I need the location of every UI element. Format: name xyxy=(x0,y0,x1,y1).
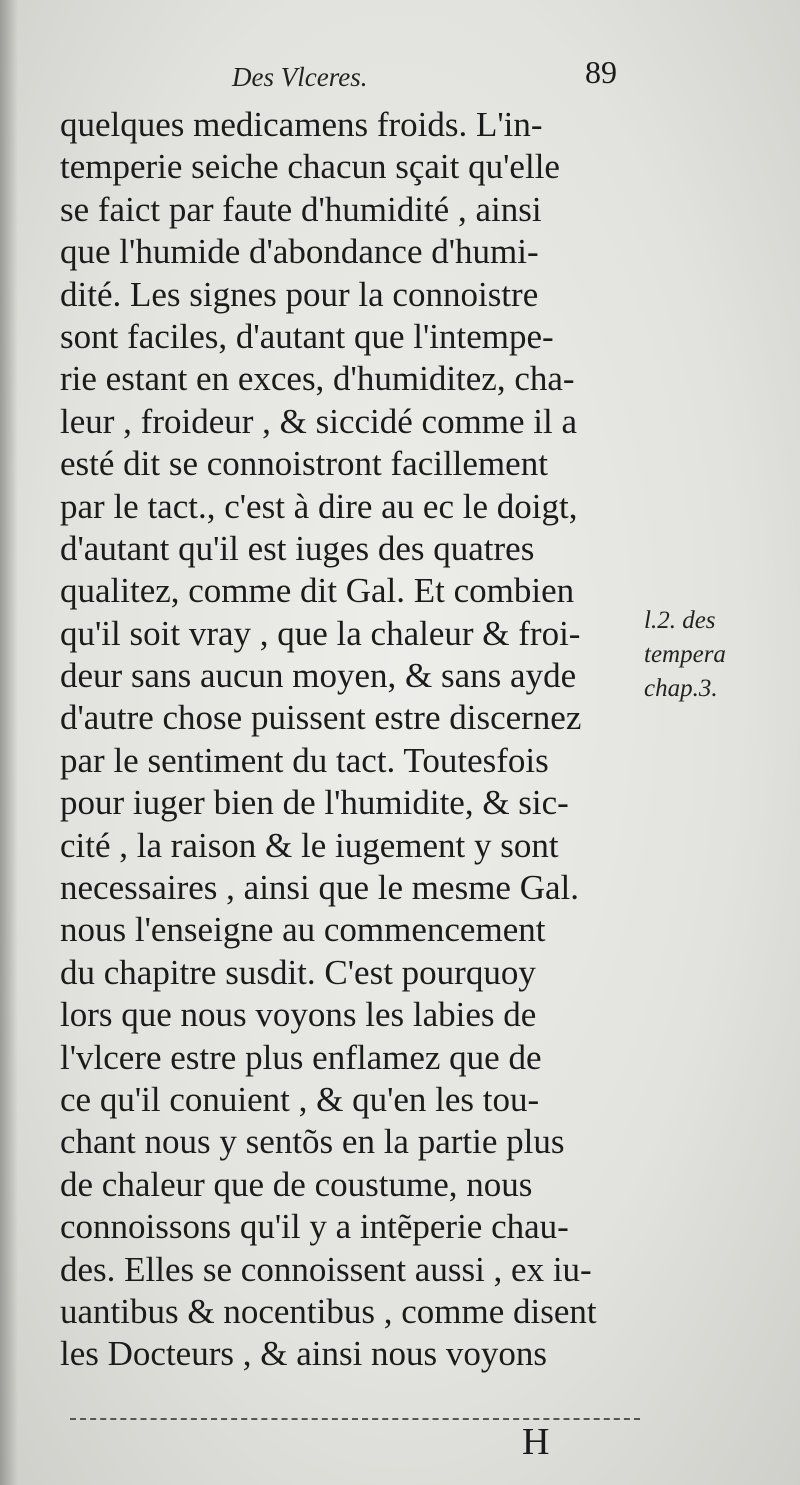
text-line: esté dit se connoistront facillement xyxy=(60,444,548,484)
margin-note-line: chap.3. xyxy=(644,675,718,702)
page-number: 89 xyxy=(585,54,617,90)
text-line: par le sentiment du tact. Toutesfois xyxy=(60,740,549,780)
text-line: temperie seiche chacun sçait qu'elle xyxy=(60,147,560,187)
text-line: necessaires , ainsi que le mesme Gal. xyxy=(60,868,579,908)
text-line: rie estant en exces, d'humiditez, cha- xyxy=(60,359,575,399)
body-text xyxy=(60,104,640,1376)
text-line: d'autant qu'il est iuges des quatres xyxy=(60,528,535,568)
text-line: qualitez, comme dit Gal. Et combien xyxy=(60,571,575,611)
text-line: les Docteurs , & ainsi nous voyons xyxy=(60,1334,548,1374)
footer-rule xyxy=(70,1418,640,1420)
text-line: deur sans aucun moyen, & sans ayde xyxy=(60,656,577,696)
text-line: des. Elles se connoissent aussi , ex iu- xyxy=(60,1249,592,1289)
text-line: nous l'enseigne au commencement xyxy=(60,910,546,950)
signature-mark: H xyxy=(522,1421,550,1463)
text-line: uantibus & nocentibus , comme disent xyxy=(60,1291,597,1331)
text-line: du chapitre susdit. C'est pourquoy xyxy=(60,952,536,992)
text-line: cité , la raison & le iugement y sont xyxy=(60,825,559,865)
text-line: d'autre chose puissent estre discernez xyxy=(60,698,582,738)
text-line: par le tact., c'est à dire au ec le doigt, xyxy=(60,486,578,526)
text-line: lors que nous voyons les labies de xyxy=(60,995,537,1035)
margin-note-line: l.2. des xyxy=(644,607,716,634)
text-line: de chaleur que de coustume, nous xyxy=(60,1164,533,1204)
text-line: quelques medicamens froids. L'in- xyxy=(60,105,543,144)
text-line: que l'humide d'abondance d'humi- xyxy=(60,232,539,272)
margin-note xyxy=(644,604,726,706)
text-line: l'vlcere estre plus enflamez que de xyxy=(60,1037,542,1077)
text-line: leur , froideur , & siccidé comme il a xyxy=(60,401,578,441)
text-line: connoissons qu'il y a intẽperie chau- xyxy=(60,1207,569,1247)
text-line: chant nous y sentõs en la partie plus xyxy=(60,1122,565,1162)
text-line: sont faciles, d'autant que l'intempe- xyxy=(60,316,554,356)
text-line: se faict par faute d'humidité , ainsi xyxy=(60,189,542,229)
text-line: qu'il soit vray , que la chaleur & froi- xyxy=(60,613,581,653)
text-line: dité. Les signes pour la connoistre xyxy=(60,274,539,314)
text-line: ce qu'il conuient , & qu'en les tou- xyxy=(60,1079,540,1119)
running-head: Des Vlceres. xyxy=(232,62,368,92)
page-edge-shadow xyxy=(0,0,18,1485)
text-line: pour iuger bien de l'humidite, & sic- xyxy=(60,783,569,823)
margin-note-line: tempera xyxy=(644,641,726,668)
